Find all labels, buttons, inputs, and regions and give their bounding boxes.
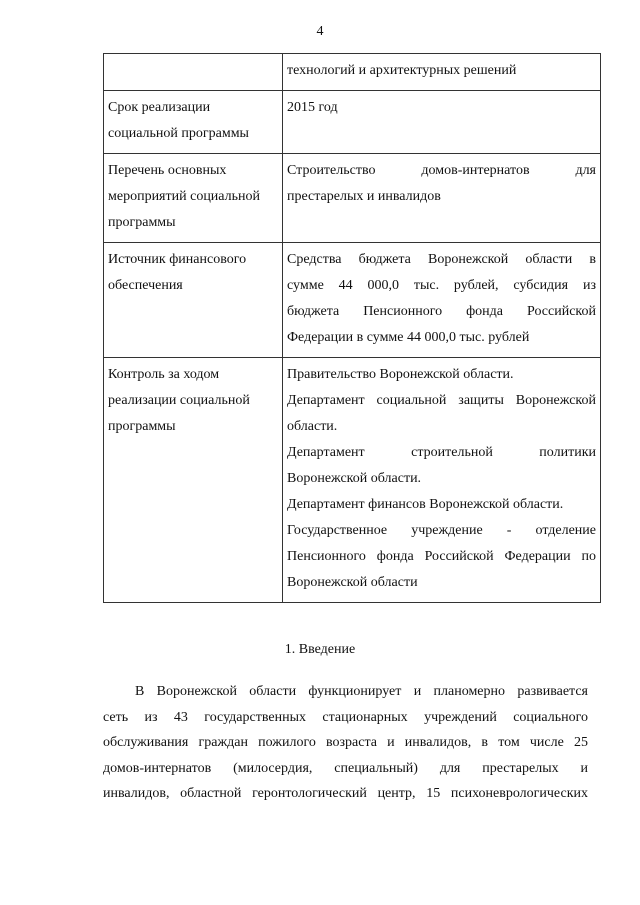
value-line: престарелых и инвалидов bbox=[287, 189, 441, 204]
value-line: Пенсионного фонда Российской Федерации по bbox=[287, 549, 596, 564]
table-row-funding bbox=[104, 243, 601, 358]
value-line: бюджета Пенсионного фонда Российской bbox=[287, 304, 596, 319]
intro-paragraph bbox=[103, 679, 588, 807]
paragraph-line: домов-интернатов (милосердия, специальный) для престарелых и bbox=[103, 760, 588, 776]
value-line: области. bbox=[287, 419, 338, 434]
value-line: сумме 44 000,0 тыс. рублей, субсидия из bbox=[287, 278, 596, 293]
program-passport-table bbox=[103, 53, 601, 603]
value-line: технологий и архитектурных решений bbox=[287, 63, 517, 78]
table-row-design bbox=[104, 54, 601, 91]
row-label: Источник финансового обеспечения bbox=[104, 243, 283, 358]
paragraph-line: сеть из 43 государственных стационарных учреждений социального bbox=[103, 709, 588, 725]
row-label: Перечень основных мероприятий социальной программы bbox=[104, 154, 283, 243]
table-row-control bbox=[104, 358, 601, 603]
value-line: 2015 год bbox=[287, 100, 338, 115]
value-line: Правительство Воронежской области. bbox=[287, 367, 514, 382]
row-value bbox=[283, 91, 601, 154]
value-line: Департамент строительной политики bbox=[287, 445, 596, 460]
row-label: Контроль за ходом реализации социальной программы bbox=[104, 358, 283, 603]
value-line: Строительство домов-интернатов для bbox=[287, 163, 596, 178]
section-heading: 1. Введение bbox=[284, 642, 356, 657]
row-label: Срок реализации социальной программы bbox=[104, 91, 283, 154]
value-line: Департамент финансов Воронежской области. bbox=[287, 497, 564, 512]
row-label bbox=[104, 54, 283, 91]
value-line: Средства бюджета Воронежской области в bbox=[287, 252, 596, 267]
value-line: Государственное учреждение - отделение bbox=[287, 523, 596, 538]
paragraph-line: инвалидов, областной геронтологический центр, 15 психоневрологических bbox=[103, 786, 588, 801]
paragraph-line: обслуживания граждан пожилого возраста и инвалидов, в том числе 25 bbox=[103, 735, 588, 750]
value-line: Департамент социальной защиты Воронежской bbox=[287, 393, 596, 408]
row-value bbox=[283, 243, 601, 358]
row-value bbox=[283, 54, 601, 91]
table-row-activities bbox=[104, 154, 601, 243]
table-row-term bbox=[104, 91, 601, 154]
row-value bbox=[283, 358, 601, 603]
row-value bbox=[283, 154, 601, 243]
value-line: Воронежской области bbox=[287, 575, 418, 590]
paragraph-line: В Воронежской области функционирует и планомерно развивается bbox=[135, 684, 588, 699]
value-line: Федерации в сумме 44 000,0 тыс. рублей bbox=[287, 330, 530, 345]
page-number: 4 bbox=[316, 24, 324, 39]
value-line: Воронежской области. bbox=[287, 471, 422, 486]
